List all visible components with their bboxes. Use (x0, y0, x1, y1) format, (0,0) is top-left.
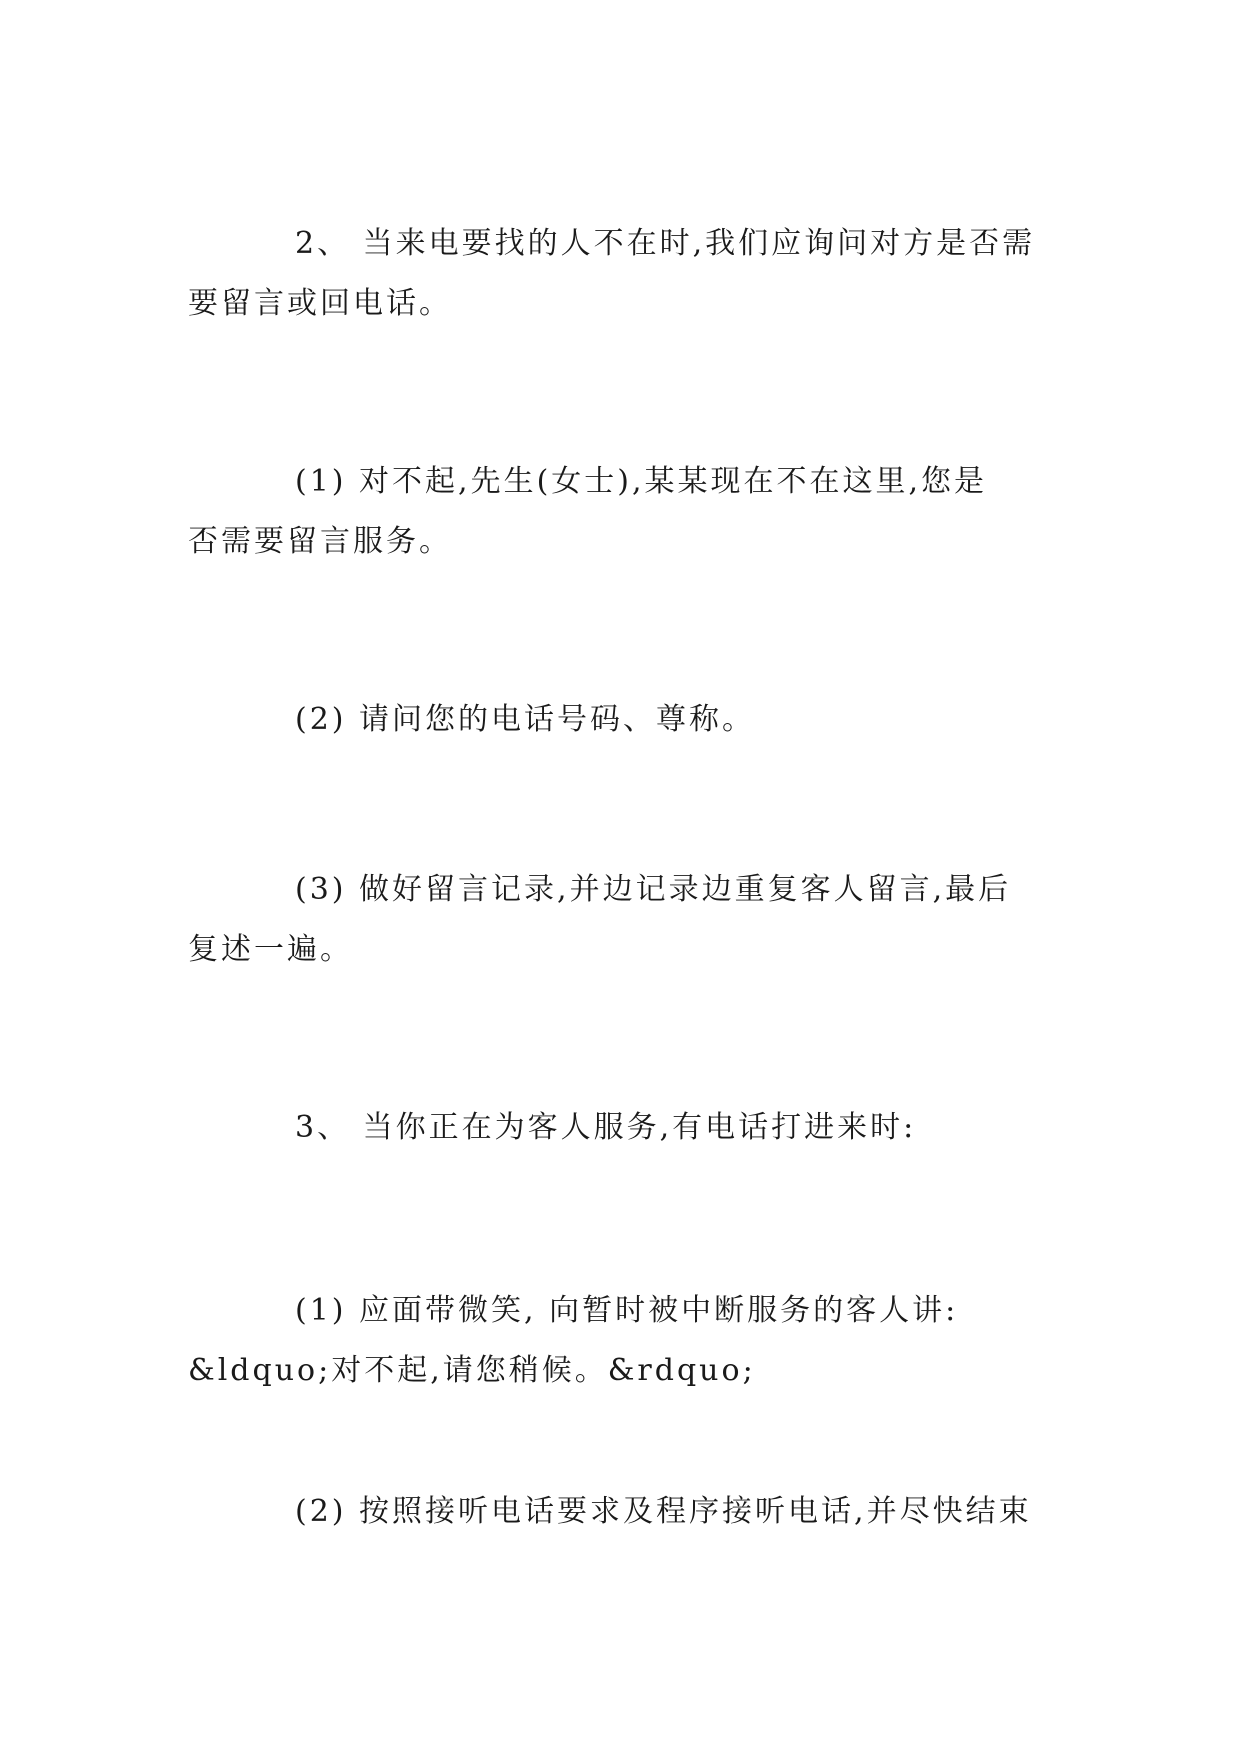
paragraph-line: &ldquo;对不起,请您稍候。&rdquo; (188, 1353, 756, 1388)
paragraph-subitem-2 (188, 690, 1054, 750)
paragraph-line: 复述一遍。 (188, 932, 353, 967)
paragraph-line: (2) 按照接听电话要求及程序接听电话,并尽快结束 (295, 1494, 1032, 1529)
paragraph-subitem-1 (188, 452, 1054, 572)
paragraph-line: 2、 当来电要找的人不在时,我们应询问对方是否需 (295, 226, 1036, 261)
paragraph-line: 3、 当你正在为客人服务,有电话打进来时: (295, 1110, 917, 1145)
paragraph-item-2 (188, 214, 1054, 334)
paragraph-item-3 (188, 1098, 1054, 1158)
paragraph-subitem-1b (188, 1281, 1054, 1401)
paragraph-line: 要留言或回电话。 (188, 286, 452, 321)
paragraph-line: (1) 对不起,先生(女士),某某现在不在这里,您是 (295, 464, 988, 499)
paragraph-line: (2) 请问您的电话号码、尊称。 (295, 702, 756, 737)
paragraph-line: (3) 做好留言记录,并边记录边重复客人留言,最后 (295, 872, 1012, 907)
paragraph-line: (1) 应面带微笑, 向暂时被中断服务的客人讲: (295, 1293, 959, 1328)
paragraph-subitem-2b (188, 1482, 1054, 1542)
paragraph-line: 否需要留言服务。 (188, 524, 452, 559)
paragraph-subitem-3 (188, 860, 1054, 980)
